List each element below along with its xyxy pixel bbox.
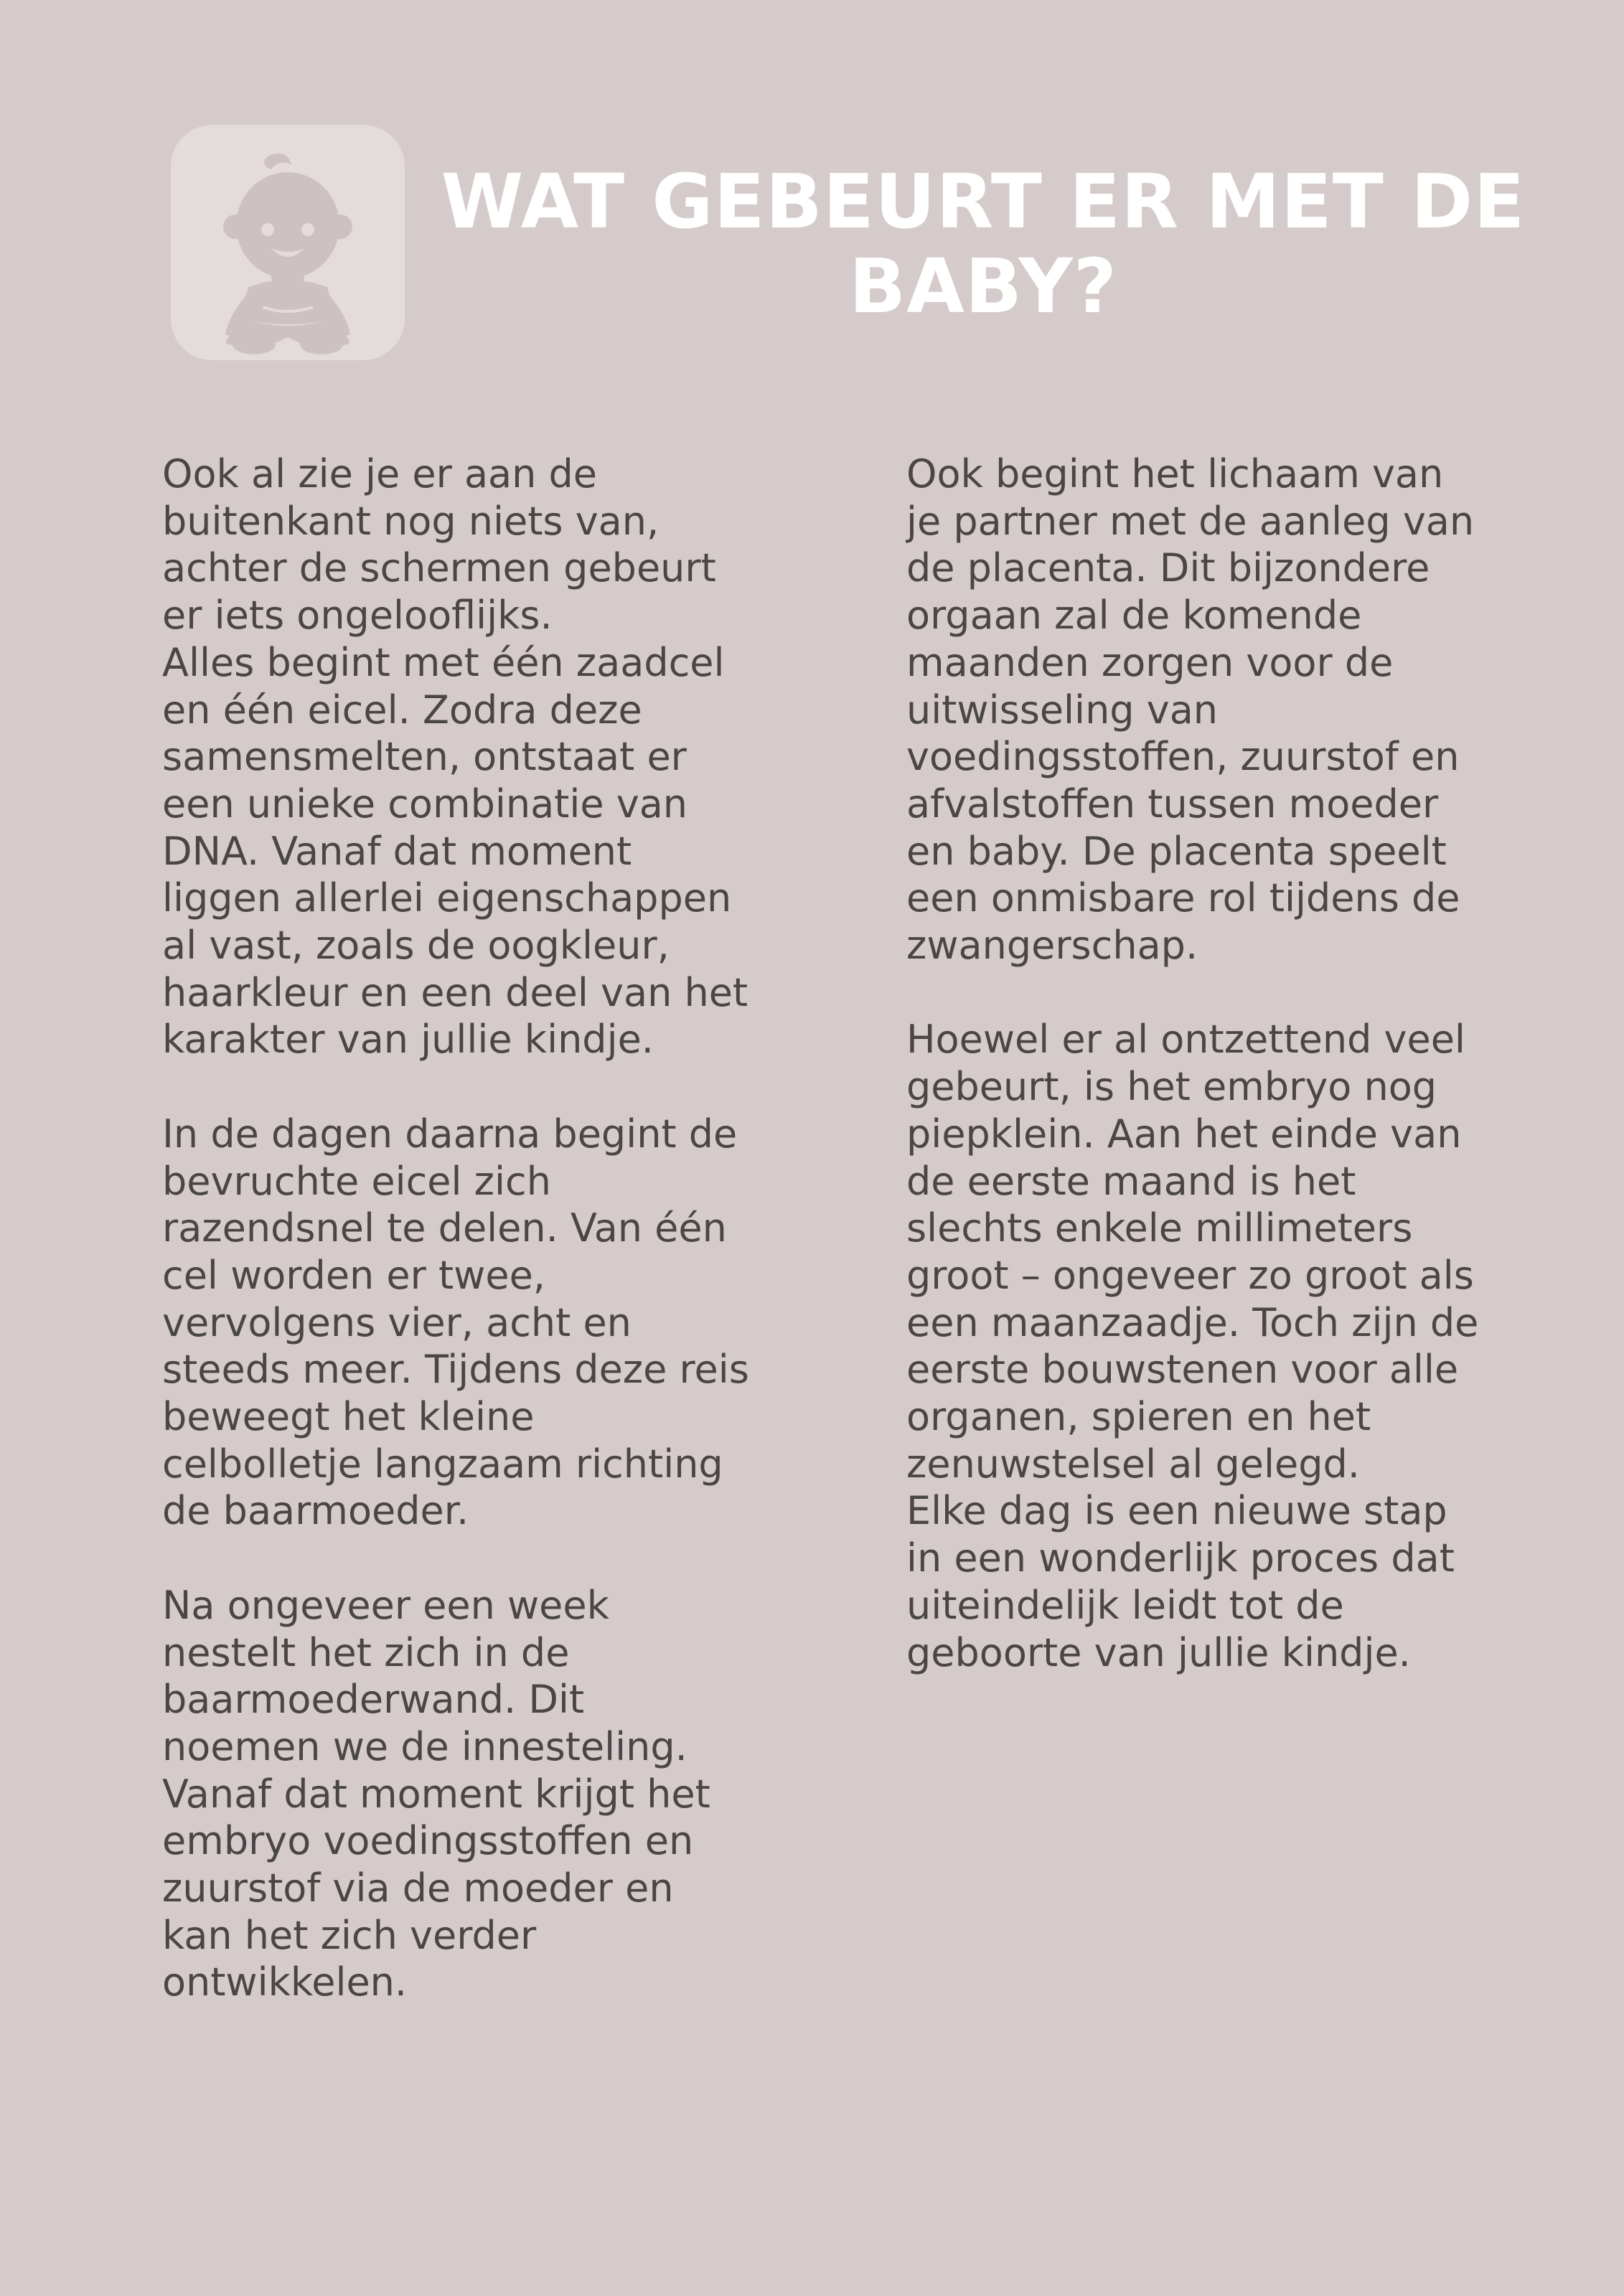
page-title: WAT GEBEURT ER MET DE BABY?: [441, 158, 1526, 330]
left-paragraph-3: Na ongeveer een week nestelt het zich in de baarmoederwand. Dit noemen we de innesteling. Vanaf dat moment krijgt het embryo voedingsstoffen en zuurstof via de moeder en kan het zich verder ontwikkelen.: [162, 1582, 710, 2005]
paragraph-spacer: [162, 1535, 794, 1582]
right-paragraph-2: Hoewel er al ontzettend veel gebeurt, is het embryo nog piepklein. Aan het einde van de eerste maand is het slechts enkele millimeters groot – ongeveer zo groot als een maanzaadje. Toch zijn de eerste bouwstenen voor alle organen, spieren en het zenuwstelsel al gelegd. Elke dag is een nieuwe stap in een wonderlijk proces dat uiteindelijk leidt tot de geboorte van jullie kindje.: [906, 1017, 1479, 1675]
left-column: [162, 451, 794, 2006]
right-column: [906, 451, 1552, 1676]
baby-icon: [171, 125, 405, 360]
paragraph-spacer: [162, 1063, 794, 1111]
left-paragraph-2: In de dagen daarna begint de bevruchte eicel zich razendsnel te delen. Van één cel worden er twee, vervolgens vier, acht en steeds meer. Tijdens deze reis beweegt het kleine celbolletje langzaam richting de baarmoeder.: [162, 1111, 749, 1534]
left-paragraph-1: Ook al zie je er aan de buitenkant nog niets van, achter de schermen gebeurt er iets ongelooflijks. Alles begint met één zaadcel en één eicel. Zodra deze samensmelten, ontstaat er een unieke combinatie van DNA. Vanaf dat moment liggen allerlei eigenschappen al vast, zoals de oogkleur, haarkleur en een deel van het karakter van jullie kindje.: [162, 451, 748, 1063]
right-paragraph-1: Ook begint het lichaam van je partner met de aanleg van de placenta. Dit bijzondere orgaan zal de komende maanden zorgen voor de uitwisseling van voedingsstoffen, zuurstof en afvalstoffen tussen moeder en baby. De placenta speelt een onmisbare rol tijdens de zwangerschap.: [906, 451, 1475, 969]
baby-icon-tile: [171, 125, 405, 360]
paragraph-spacer: [906, 969, 1552, 1017]
